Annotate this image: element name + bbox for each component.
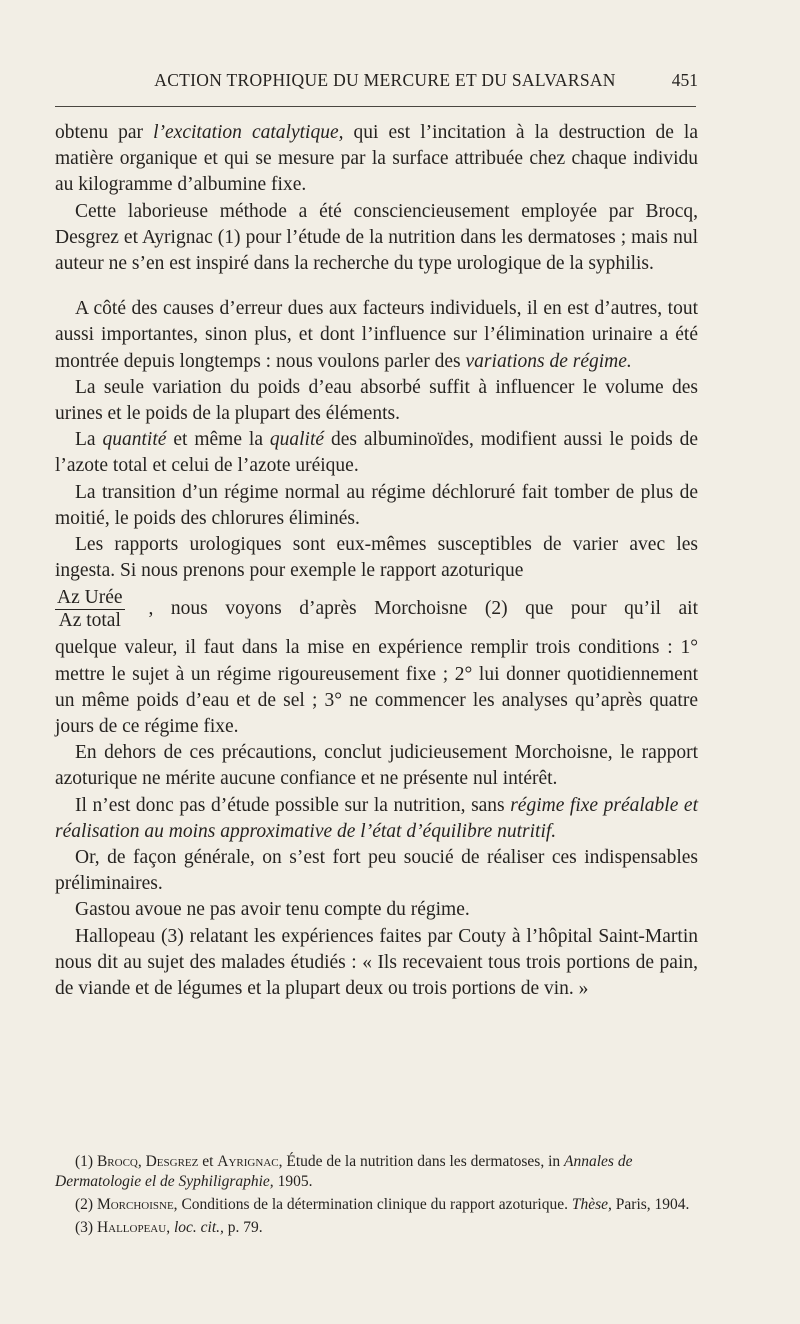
paragraph-8: En dehors de ces précautions, conclut judicieusement Morchoisne, le rapport azoturique ne mérite aucune confiance et ne présente nul intérêt. [55,742,698,790]
paragraph-10: Or, de façon générale, on s’est fort peu soucié de réaliser ces indispensables préliminaires. [55,847,698,895]
header-rule [55,106,696,107]
page-header [55,70,698,98]
footnote-3: (3) Hallopeau, loc. cit., p. 79. [75,1219,263,1236]
paragraph-4: La seule variation du poids d’eau absorbé suffit à influencer le volume des urines et le poids de la plupart des éléments. [55,376,698,425]
paragraph-7-continued: quelque valeur, il faut dans la mise en expérience remplir trois conditions : 1° mettre le sujet à un régime rigoureusement fixe ; 2° lui donner quotidiennement un même poids d’eau et de sel ; 3° ne commencer les analyses qu’après quatre jours de ce régime fixe. [55,637,698,738]
emphasis-qualite: qualité [269,429,325,451]
emphasis-quantite: quantité [102,429,167,451]
emphasis-excitation-catalytique: l’excitation catalytique, [153,122,344,143]
main-text [55,120,698,1002]
emphasis-variations-regime: variations de régime. [465,350,632,372]
paragraph-2: Cette laborieuse méthode a été consciencieusement employée par Brocq, Desgrez et Ayrignac (1) pour l’étude de la nutrition dans les dermatoses ; mais nul auteur ne s’en est inspiré dans la recherche du type urologique de la syphilis. [55,200,698,275]
footnote-1: (1) Brocq, Desgrez et Ayrignac, Étude de la nutrition dans les dermatoses, in Annales de Dermatologie el de Syphiligraphie, 1905. [55,1153,633,1190]
emphasis-regime-fixe: régime fixe préalable et réalisation au moins approximative de l’état d’équilibre nutritif. [55,794,698,842]
footnotes [55,1152,698,1241]
running-title: ACTION TROPHIQUE DU MERCURE ET DU SALVARSAN [154,70,616,90]
paragraph-3: A côté des causes d’erreur dues aux facteurs individuels, il en est d’autres, tout aussi importantes, sinon plus, et dont l’influence sur l’élimination urinaire a été montrée depuis longtemps : nous voulons parler des variations de régime. [55,298,698,372]
ratio-formula-line [55,582,698,636]
paragraph-5: La quantité et même la qualité des albuminoïdes, modifient aussi le poids de l’azote total et celui de l’azote uréique. [55,429,698,477]
paragraph-12: Hallopeau (3) relatant les expériences faites par Couty à l’hôpital Saint-Martin nous dit au sujet des malades étudiés : « Ils recevaient tous trois portions de pain, de viande et de légumes et la plupart deux ou trois portions de vin. » [55,925,698,1000]
footnote-2: (2) Morchoisne, Conditions de la détermination clinique du rapport azoturique. Thèse, Paris, 1904. [75,1196,690,1213]
paragraph-6: La transition d’un régime normal au régime déchloruré fait tomber de plus de moitié, le poids des chlorures éliminés. [55,481,698,529]
azoturic-ratio-fraction [55,587,125,632]
ratio-line-text: , nous voyons d’après Morchoisne (2) que pour qu’il ait [148,598,698,620]
paragraph-11: Gastou avoue ne pas avoir tenu compte du régime. [75,899,470,921]
page-number: 451 [671,70,698,90]
paragraph-9: Il n’est donc pas d’étude possible sur la nutrition, sans régime fixe préalable et réalisation au moins approximative de l’état d’équilibre nutritif. [55,794,698,842]
fraction-numerator: Az Urée [57,586,123,608]
paragraph-1: obtenu par l’excitation catalytique, qui est l’incitation à la destruction de la matière organique et qui se mesure par la surface attribuée chez chaque individu au kilogramme d’albumine fixe. [55,122,698,196]
fraction-denominator: Az total [58,609,121,631]
paragraph-7-intro: Les rapports urologiques sont eux-mêmes susceptibles de varier avec les ingesta. Si nous prenons pour exemple le rapport azoturique [55,534,698,582]
